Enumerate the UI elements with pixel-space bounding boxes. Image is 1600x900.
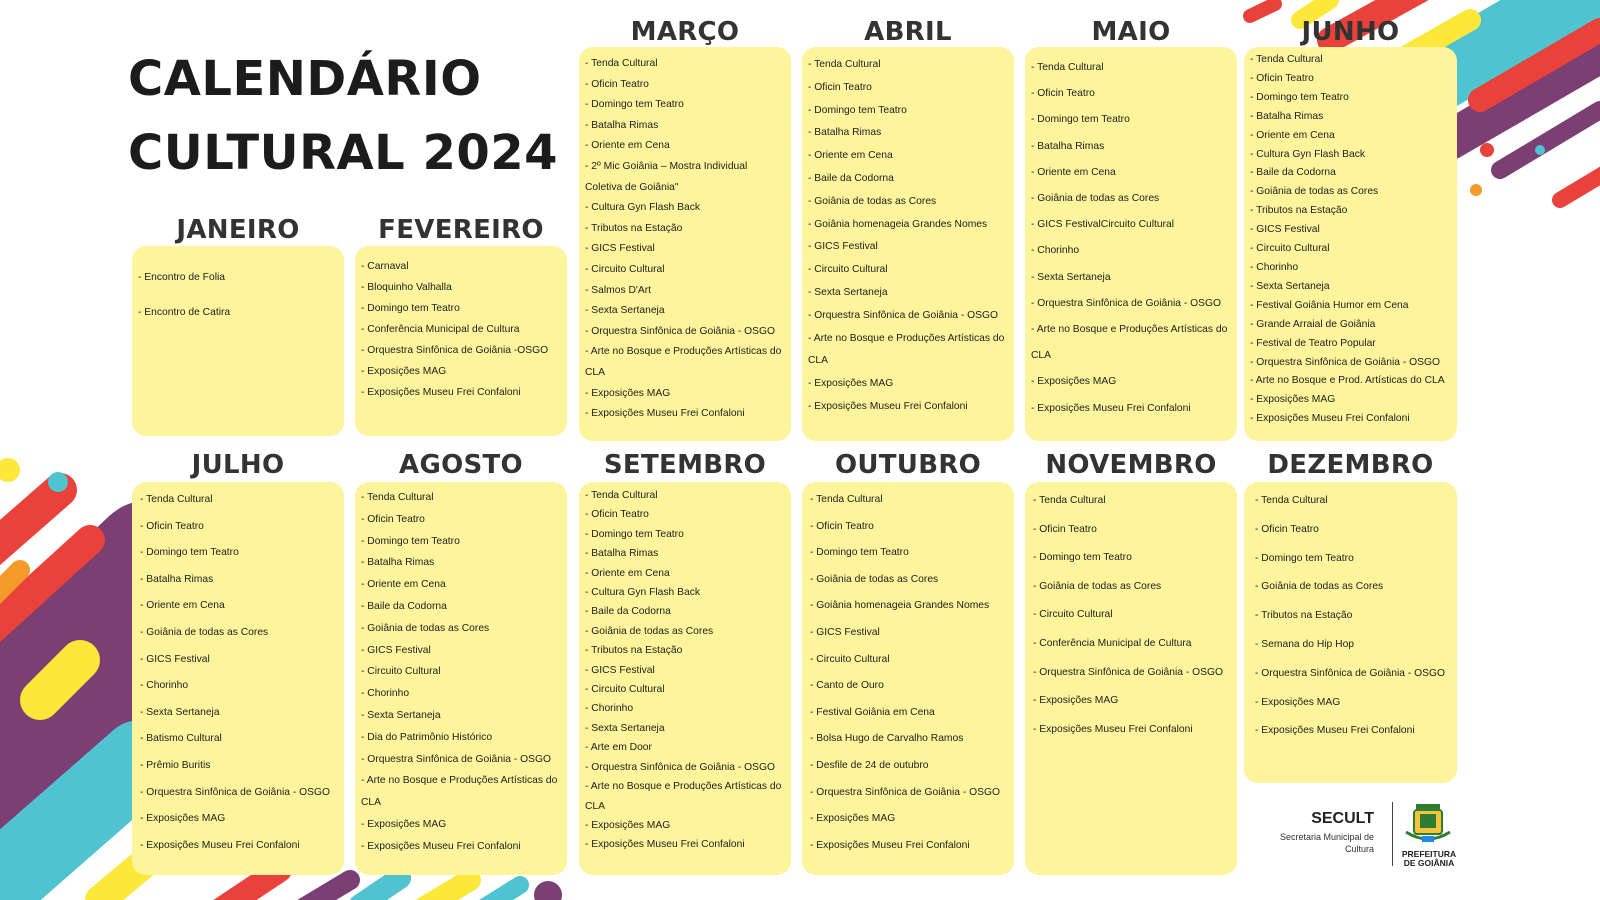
event-item: - Circuito Cultural [808, 264, 888, 276]
event-item: - Exposições Museu Frei Confaloni [361, 840, 521, 852]
event-item: - Exposições Museu Frei Confaloni [810, 839, 970, 851]
event-item: - Domingo tem Teatro [361, 535, 460, 547]
event-item: - GICS Festival [808, 241, 878, 253]
event-item: - Festival de Teatro Popular [1250, 337, 1376, 349]
event-item: - 2º Mic Goiânia – Mostra Individual Coletiva de Goiânia" [585, 160, 748, 193]
events-card [802, 482, 1014, 875]
event-item: - Exposições MAG [140, 813, 226, 825]
month-marco [579, 17, 791, 442]
event-item: - Batismo Cultural [140, 733, 222, 745]
event-item: - Goiânia de todas as Cores [1031, 193, 1160, 205]
event-item: - Orquestra Sinfônica de Goiânia - OSGO [1255, 667, 1446, 679]
event-item: - Tenda Cultural [808, 59, 881, 70]
month-fevereiro [355, 215, 567, 440]
events-card [1244, 482, 1457, 783]
event-item: - Orquestra Sinfônica de Goiânia - OSGO [585, 325, 776, 337]
month-name: MARÇO [630, 17, 740, 47]
event-item: - Tributos na Estação [585, 222, 683, 234]
event-item: - Semana do Hip Hop [1255, 638, 1355, 650]
event-item: - Arte no Bosque e Produções Artísticas do CLA [808, 332, 1005, 367]
event-item: - GICS FestivalCircuito Cultural [1031, 219, 1175, 231]
event-item: - Prêmio Buritis [140, 759, 211, 771]
event-item: - Tributos na Estação [1255, 610, 1353, 622]
events-list [1255, 487, 1453, 746]
event-item: - Goiânia de todas as Cores [361, 622, 490, 634]
title-line-1: CALENDÁRIO [128, 51, 482, 107]
event-item: - Orquestra Sinfônica de Goiânia - OSGO [585, 761, 776, 773]
events-card [355, 246, 567, 436]
event-item: - Oriente em Cena [585, 567, 670, 579]
event-item: - Arte no Bosque e Produções Artísticas do CLA [585, 346, 782, 378]
event-item: - Tenda Cultural [1033, 495, 1106, 506]
events-list [138, 260, 340, 330]
events-list [140, 487, 340, 859]
month-name: JANEIRO [176, 215, 300, 245]
event-item: - Salmos D'Art [585, 284, 652, 296]
month-name: AGOSTO [399, 450, 523, 480]
event-item: - Oriente em Cena [1031, 166, 1116, 178]
event-item: - Arte no Bosque e Produções Artísticas do CLA [585, 781, 782, 812]
events-card [579, 482, 791, 875]
event-item: - Conferência Municipal de Cultura [1033, 637, 1192, 649]
month-junho [1244, 17, 1457, 442]
event-item: - Grande Arraial de Goiânia [1250, 318, 1376, 330]
event-item: - Goiânia homenageia Grandes Nomes [810, 600, 990, 612]
event-item: - Tenda Cultural [585, 58, 658, 69]
events-card [132, 246, 344, 436]
event-item: - Exposições MAG [1255, 696, 1341, 708]
event-item: - Exposições MAG [585, 387, 671, 399]
event-item: - Batalha Rimas [361, 557, 435, 569]
event-item: - Bloquinho Valhalla [361, 282, 452, 293]
month-name: JUNHO [1301, 17, 1400, 47]
event-item: - Tenda Cultural [810, 494, 883, 505]
event-item: - Canto de Ouro [810, 680, 884, 692]
event-item: - Chorinho [585, 703, 634, 715]
event-item: - Circuito Cultural [585, 684, 665, 696]
event-item: - Tributos na Estação [1250, 205, 1348, 217]
event-item: - Exposições MAG [361, 366, 447, 377]
event-item: - Orquestra Sinfônica de Goiânia - OSGO [1250, 356, 1441, 368]
month-agosto [355, 450, 567, 880]
events-card [1244, 47, 1457, 441]
events-list [1031, 55, 1233, 422]
month-dezembro [1244, 450, 1457, 790]
event-item: - Baile da Codorna [585, 606, 671, 618]
event-item: - Batalha Rimas [1031, 140, 1105, 152]
event-item: - Exposições MAG [1250, 394, 1336, 406]
event-item: - Exposições MAG [810, 813, 896, 825]
event-item: - Goiânia de todas as Cores [585, 625, 714, 637]
event-item: - Conferência Municipal de Cultura [361, 324, 520, 335]
event-item: - Orquestra Sinfônica de Goiânia - OSGO [1033, 666, 1224, 678]
event-item: - Desfile de 24 de outubro [810, 759, 929, 771]
event-item: - Sexta Sertaneja [585, 722, 665, 734]
events-list [1033, 487, 1233, 744]
events-card [802, 47, 1014, 441]
events-card [355, 482, 567, 875]
month-janeiro [132, 215, 344, 440]
event-item: - Oriente em Cena [361, 579, 446, 591]
event-item: - Oriente em Cena [808, 150, 893, 162]
event-item: - Domingo tem Teatro [808, 104, 907, 116]
event-item: - GICS Festival [810, 626, 880, 638]
event-item: - Domingo tem Teatro [585, 99, 684, 111]
event-item: - Sexta Sertaneja [1031, 271, 1111, 283]
event-item: - Oriente em Cena [140, 600, 225, 612]
event-item: - Circuito Cultural [810, 653, 890, 665]
event-item: - Orquestra Sinfônica de Goiânia -OSGO [361, 345, 549, 356]
month-name: FEVEREIRO [378, 215, 544, 245]
event-item: - GICS Festival [585, 243, 655, 255]
month-maio [1025, 17, 1237, 442]
month-name: SETEMBRO [603, 450, 767, 480]
event-item: - Baile da Codorna [1250, 167, 1336, 179]
event-item: - Circuito Cultural [1250, 243, 1330, 255]
event-item: - Arte no Bosque e Prod. Artísticas do CLA [1250, 375, 1445, 387]
events-list [361, 487, 563, 858]
event-item: - Domingo tem Teatro [140, 547, 239, 559]
event-item: - Chorinho [1031, 245, 1080, 257]
events-list [808, 54, 1010, 419]
event-item: - Sexta Sertaneja [140, 706, 220, 718]
page-title [128, 42, 558, 190]
event-item: - Oficin Teatro [1255, 523, 1319, 535]
event-item: - Oficin Teatro [361, 513, 425, 525]
events-card [579, 47, 791, 441]
event-item: - Exposições Museu Frei Confaloni [585, 839, 745, 851]
event-item: - Domingo tem Teatro [810, 547, 909, 559]
event-item: - Exposições Museu Frei Confaloni [1031, 402, 1191, 414]
event-item: - Goiânia de todas as Cores [810, 573, 939, 585]
event-item: - Batalha Rimas [808, 127, 882, 139]
event-item: - Cultura Gyn Flash Back [1250, 148, 1366, 160]
event-item: - Orquestra Sinfônica de Goiânia - OSGO [361, 753, 552, 765]
event-item: - Bolsa Hugo de Carvalho Ramos [810, 733, 964, 745]
prefeitura-label: PREFEITURA DE GOIÂNIA [1401, 849, 1457, 868]
events-list [585, 54, 787, 425]
events-list [810, 487, 1010, 859]
event-item: - Circuito Cultural [585, 263, 665, 275]
event-item: - Goiânia de todas as Cores [140, 626, 269, 638]
month-name: DEZEMBRO [1267, 450, 1434, 480]
month-outubro [802, 450, 1014, 880]
event-item: - Orquestra Sinfônica de Goiânia - OSGO [1031, 297, 1222, 309]
logo-divider [1392, 802, 1393, 866]
event-item: - Oficin Teatro [585, 78, 649, 90]
month-name: ABRIL [864, 17, 952, 47]
events-list [585, 486, 787, 855]
month-julho [132, 450, 344, 880]
event-item: - Oficin Teatro [1033, 523, 1097, 535]
event-item: - Festival Goiânia em Cena [810, 706, 935, 718]
event-item: - Exposições Museu Frei Confaloni [361, 387, 521, 398]
month-name: OUTUBRO [834, 450, 982, 480]
event-item: - Oficin Teatro [140, 520, 204, 532]
event-item: - Oficin Teatro [808, 81, 872, 93]
events-list [1250, 51, 1453, 429]
event-item: - Orquestra Sinfônica de Goiânia - OSGO [810, 786, 1001, 798]
event-item: - Arte no Bosque e Produções Artísticas do CLA [1031, 324, 1228, 362]
month-name: MAIO [1091, 17, 1171, 47]
event-item: - Domingo tem Teatro [1255, 552, 1354, 564]
event-item: - Encontro de Folia [138, 272, 225, 283]
event-item: - Domingo tem Teatro [1033, 552, 1132, 564]
events-card [1025, 482, 1237, 875]
event-item: - Domingo tem Teatro [1250, 91, 1349, 103]
event-item: - Goiânia homenageia Grandes Nomes [808, 218, 988, 230]
event-item: - Exposições Museu Frei Confaloni [585, 408, 745, 420]
event-item: - Exposições MAG [1033, 695, 1119, 707]
event-item: - GICS Festival [140, 653, 210, 665]
event-item: - Cultura Gyn Flash Back [585, 587, 701, 599]
event-item: - Exposições Museu Frei Confaloni [140, 839, 300, 851]
event-item: - Baile da Codorna [808, 172, 894, 184]
event-item: - Arte no Bosque e Produções Artísticas do CLA [361, 775, 558, 809]
month-novembro [1025, 450, 1237, 880]
event-item: - Carnaval [361, 261, 409, 272]
events-list [361, 256, 563, 403]
event-item: - Sexta Sertaneja [585, 305, 665, 317]
month-name: NOVEMBRO [1045, 450, 1217, 480]
event-item: - Exposições Museu Frei Confaloni [1255, 725, 1415, 737]
event-item: - Exposições MAG [585, 819, 671, 831]
event-item: - Sexta Sertaneja [361, 709, 441, 721]
event-item: - Chorinho [140, 680, 189, 692]
event-item: - Oficin Teatro [810, 520, 874, 532]
event-item: - Sexta Sertaneja [1250, 280, 1330, 292]
event-item: - Tenda Cultural [585, 490, 658, 501]
event-item: - Encontro de Catira [138, 307, 231, 318]
event-item: - Chorinho [1250, 261, 1299, 273]
events-card [132, 482, 344, 875]
event-item: - Exposições Museu Frei Confaloni [808, 400, 968, 412]
event-item: - Tenda Cultural [1250, 54, 1323, 65]
event-item: - Goiânia de todas as Cores [1255, 581, 1384, 593]
event-item: - Tributos na Estação [585, 645, 683, 657]
event-item: - Batalha Rimas [585, 548, 659, 560]
goiania-crest-icon [1402, 802, 1454, 846]
event-item: - Tenda Cultural [1255, 495, 1328, 506]
event-item: - Circuito Cultural [1033, 609, 1113, 621]
event-item: - Batalha Rimas [1250, 110, 1324, 122]
event-item: - Batalha Rimas [585, 119, 659, 131]
event-item: - Tenda Cultural [140, 494, 213, 505]
event-item: - Domingo tem Teatro [585, 528, 684, 540]
title-line-2: CULTURAL 2024 [128, 125, 559, 181]
event-item: - Domingo tem Teatro [1031, 114, 1130, 126]
event-item: - Exposições MAG [808, 378, 894, 390]
event-item: - Batalha Rimas [140, 573, 214, 585]
event-item: - Festival Goiânia Humor em Cena [1250, 299, 1409, 311]
event-item: - Goiânia de todas as Cores [1250, 186, 1379, 198]
event-item: - Circuito Cultural [361, 666, 441, 678]
event-item: - GICS Festival [361, 644, 431, 656]
event-item: - Exposições Museu Frei Confaloni [1250, 413, 1410, 425]
event-item: - Exposições MAG [361, 818, 447, 830]
event-item: - Chorinho [361, 688, 410, 700]
month-abril [802, 17, 1014, 442]
event-item: - Oficin Teatro [1031, 88, 1095, 100]
event-item: - GICS Festival [1250, 224, 1320, 236]
event-item: - Oficin Teatro [1250, 72, 1314, 84]
event-item: - Orquestra Sinfônica de Goiânia - OSGO [808, 309, 999, 321]
event-item: - Goiânia de todas as Cores [808, 195, 937, 207]
event-item: - Cultura Gyn Flash Back [585, 202, 701, 214]
event-item: - Arte em Door [585, 742, 652, 754]
event-item: - Oriente em Cena [585, 140, 670, 152]
event-item: - Oficin Teatro [585, 509, 649, 521]
institution-logos [1260, 800, 1460, 872]
month-name: JULHO [191, 450, 285, 480]
event-item: - Sexta Sertaneja [808, 286, 888, 298]
event-item: - Exposições Museu Frei Confaloni [1033, 723, 1193, 735]
secult-logo-text: SECULT [1311, 810, 1374, 827]
event-item: - Dia do Patrimônio Histórico [361, 731, 493, 743]
event-item: - Domingo tem Teatro [361, 303, 460, 314]
event-item: - Tenda Cultural [1031, 62, 1104, 73]
event-item: - Orquestra Sinfônica de Goiânia - OSGO [140, 786, 331, 798]
events-card [1025, 47, 1237, 441]
event-item: - GICS Festival [585, 664, 655, 676]
event-item: - Exposições MAG [1031, 376, 1117, 388]
secult-subtitle: Secretaria Municipal de Cultura [1279, 832, 1374, 854]
event-item: - Baile da Codorna [361, 600, 447, 612]
event-item: - Tenda Cultural [361, 492, 434, 503]
event-item: - Oriente em Cena [1250, 129, 1335, 141]
month-setembro [579, 450, 791, 880]
event-item: - Goiânia de todas as Cores [1033, 580, 1162, 592]
